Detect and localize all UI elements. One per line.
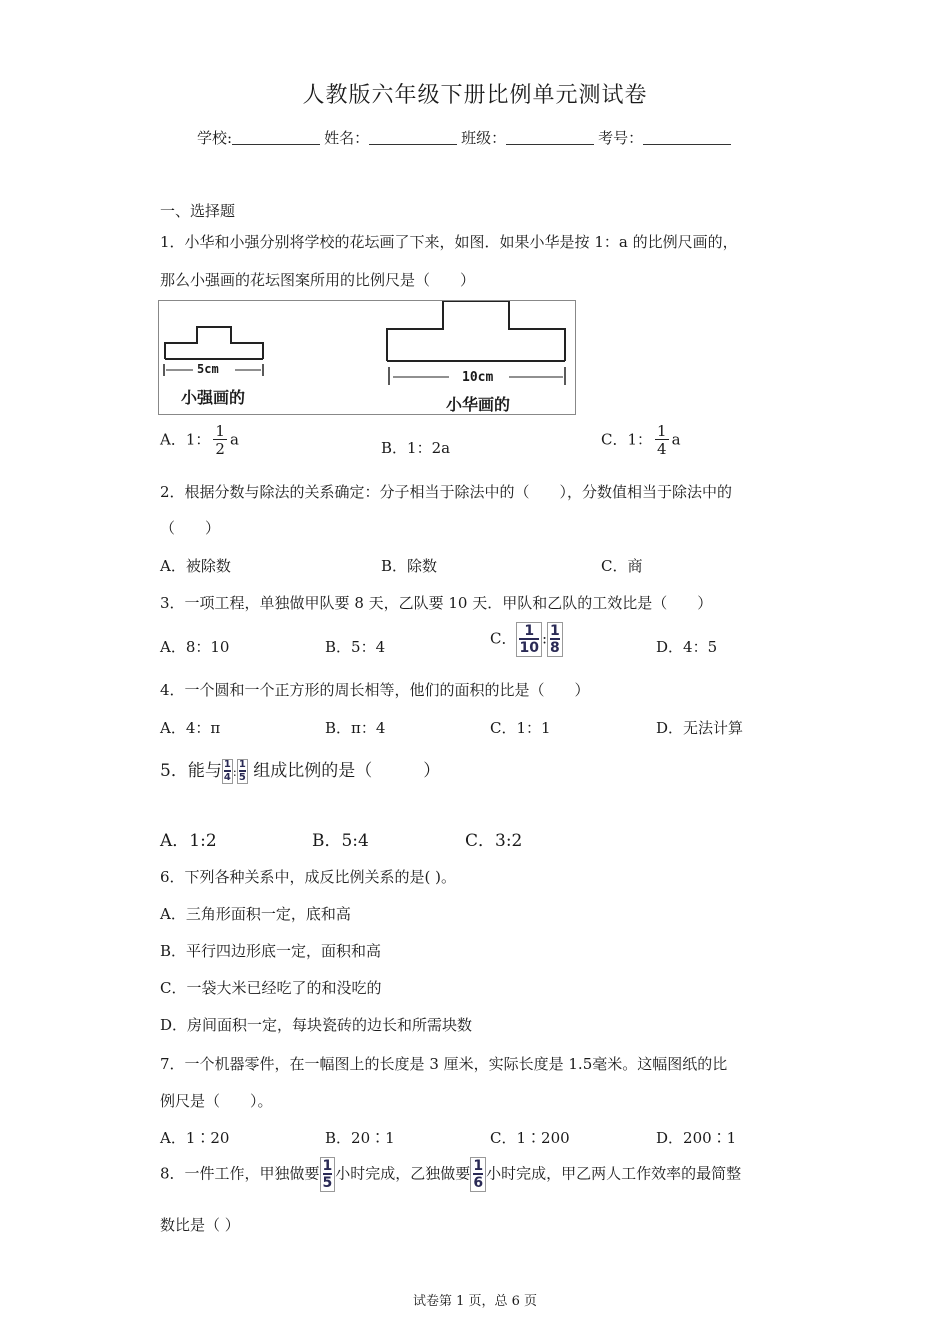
q7-line1: 7．一个机器零件，在一幅图上的长度是 3 厘米，实际长度是 1.5毫米。这幅图纸的比 xyxy=(160,1055,728,1073)
q1-optC-prefix: C．1： xyxy=(601,430,653,449)
frac-numerator: 1 xyxy=(223,759,231,770)
q8-prefix: 8．一件工作，甲独做要 xyxy=(160,1164,320,1183)
q5-option-b: B．5:4 xyxy=(312,831,369,851)
frac-numerator: 1 xyxy=(215,422,225,440)
q4-text: 4．一个圆和一个正方形的周长相等，他们的面积的比是（ ） xyxy=(160,681,590,699)
q5-option-a: A．1:2 xyxy=(160,831,217,851)
q3-option-c xyxy=(490,622,563,657)
q8-fraction-2 xyxy=(470,1157,486,1192)
name-label: 姓名： xyxy=(324,129,370,147)
q1-optA-suffix: a xyxy=(229,430,239,449)
q5-text xyxy=(160,756,440,784)
q1-option-b: B．1：2a xyxy=(381,439,451,457)
q8-suffix: 小时完成，甲乙两人工作效率的最简整 xyxy=(486,1164,742,1183)
right-caption: 小华画的 xyxy=(446,395,511,414)
q8-fraction-1 xyxy=(320,1157,336,1192)
q3-option-d: D．4：5 xyxy=(656,638,718,656)
class-label: 班级： xyxy=(461,129,507,147)
q1-option-c xyxy=(601,424,681,457)
q6-option-c: C．一袋大米已经吃了的和没吃的 xyxy=(160,979,382,997)
q5-fraction-1 xyxy=(222,759,233,784)
frac-denominator: 4 xyxy=(223,772,231,783)
q5-separator: : xyxy=(232,765,237,779)
frac-denominator: 10 xyxy=(519,640,539,656)
school-blank xyxy=(232,129,320,145)
flowerbed-figure xyxy=(158,300,576,415)
q5-option-c: C．3:2 xyxy=(465,831,523,851)
q2-option-b: B．除数 xyxy=(381,557,438,575)
q7-option-c: C．1∶200 xyxy=(490,1129,570,1147)
q3-separator: : xyxy=(541,629,548,648)
q6-option-d: D．房间面积一定，每块瓷砖的边长和所需块数 xyxy=(160,1016,473,1034)
q7-line2: 例尺是（ ）。 xyxy=(160,1092,273,1110)
q7-option-a: A．1∶20 xyxy=(160,1129,230,1147)
frac-numerator: 1 xyxy=(238,759,246,770)
page-title: 人教版六年级下册比例单元测试卷 xyxy=(302,83,648,108)
q1-optA-fraction xyxy=(213,424,227,457)
class-blank xyxy=(506,129,594,145)
q5-prefix: 5．能与 xyxy=(160,761,222,781)
q1-line1: 1．小华和小强分别将学校的花坛画了下来，如图．如果小华是按 1：a 的比例尺画的， xyxy=(160,233,738,251)
frac-numerator: 1 xyxy=(473,1158,484,1174)
right-length-label: 10cm xyxy=(462,370,494,385)
q1-option-a xyxy=(160,424,239,457)
q3-fraction-2 xyxy=(547,622,563,657)
number-blank xyxy=(643,129,731,145)
q7-option-d: D．200∶1 xyxy=(656,1129,737,1147)
page-footer: 试卷第 1 页，总 6 页 xyxy=(412,1294,538,1309)
q3-text: 3．一项工程，单独做甲队要 8 天，乙队要 10 天．甲队和乙队的工效比是（ ） xyxy=(160,594,713,612)
school-label: 学校: xyxy=(197,129,233,147)
q1-optA-prefix: A．1： xyxy=(160,430,211,449)
frac-numerator: 1 xyxy=(550,623,560,639)
frac-denominator: 6 xyxy=(473,1175,484,1191)
frac-denominator: 5 xyxy=(238,772,246,783)
q4-option-a: A．4：π xyxy=(160,719,221,737)
number-label: 考号： xyxy=(598,129,644,147)
q2-option-c: C．商 xyxy=(601,557,643,575)
name-blank xyxy=(369,129,457,145)
frac-numerator: 1 xyxy=(322,1158,333,1174)
left-length-label: 5cm xyxy=(197,362,219,376)
q5-suffix: 组成比例的是（ ） xyxy=(247,761,441,781)
q6-option-b: B．平行四边形底一定，面积和高 xyxy=(160,942,382,960)
q6-text: 6．下列各种关系中，成反比例关系的是( )。 xyxy=(160,868,457,886)
frac-denominator: 4 xyxy=(657,440,667,458)
q5-fraction-2 xyxy=(237,759,248,784)
q3-fraction-1 xyxy=(516,622,541,657)
q1-optC-suffix: a xyxy=(671,430,681,449)
student-info-line xyxy=(197,127,735,148)
frac-denominator: 8 xyxy=(550,640,560,656)
q3-optC-prefix: C． xyxy=(490,629,517,648)
frac-numerator: 1 xyxy=(657,422,667,440)
q6-option-a: A．三角形面积一定，底和高 xyxy=(160,905,351,923)
q8-middle: 小时完成，乙独做要 xyxy=(335,1164,471,1183)
q2-option-a: A．被除数 xyxy=(160,557,231,575)
q4-option-c: C．1：1 xyxy=(490,719,551,737)
q4-option-d: D．无法计算 xyxy=(656,719,744,737)
q2-line1: 2．根据分数与除法的关系确定：分子相当于除法中的（ ），分数值相当于除法中的 xyxy=(160,483,733,501)
q3-option-a: A．8：10 xyxy=(160,638,230,656)
frac-numerator: 1 xyxy=(524,623,535,639)
q4-option-b: B．π：4 xyxy=(325,719,386,737)
frac-denominator: 2 xyxy=(215,440,225,458)
q8-line2: 数比是（ ） xyxy=(160,1216,240,1234)
q2-line2: （ ） xyxy=(160,519,221,537)
left-caption: 小强画的 xyxy=(181,388,246,407)
q7-option-b: B．20∶1 xyxy=(325,1129,395,1147)
section-heading: 一、选择题 xyxy=(160,202,236,220)
q1-optC-fraction xyxy=(655,424,669,457)
frac-denominator: 5 xyxy=(322,1175,333,1191)
q8-line1 xyxy=(160,1157,741,1192)
q3-option-b: B．5：4 xyxy=(325,638,386,656)
q1-line2: 那么小强画的花坛图案所用的比例尺是（ ） xyxy=(160,271,476,289)
